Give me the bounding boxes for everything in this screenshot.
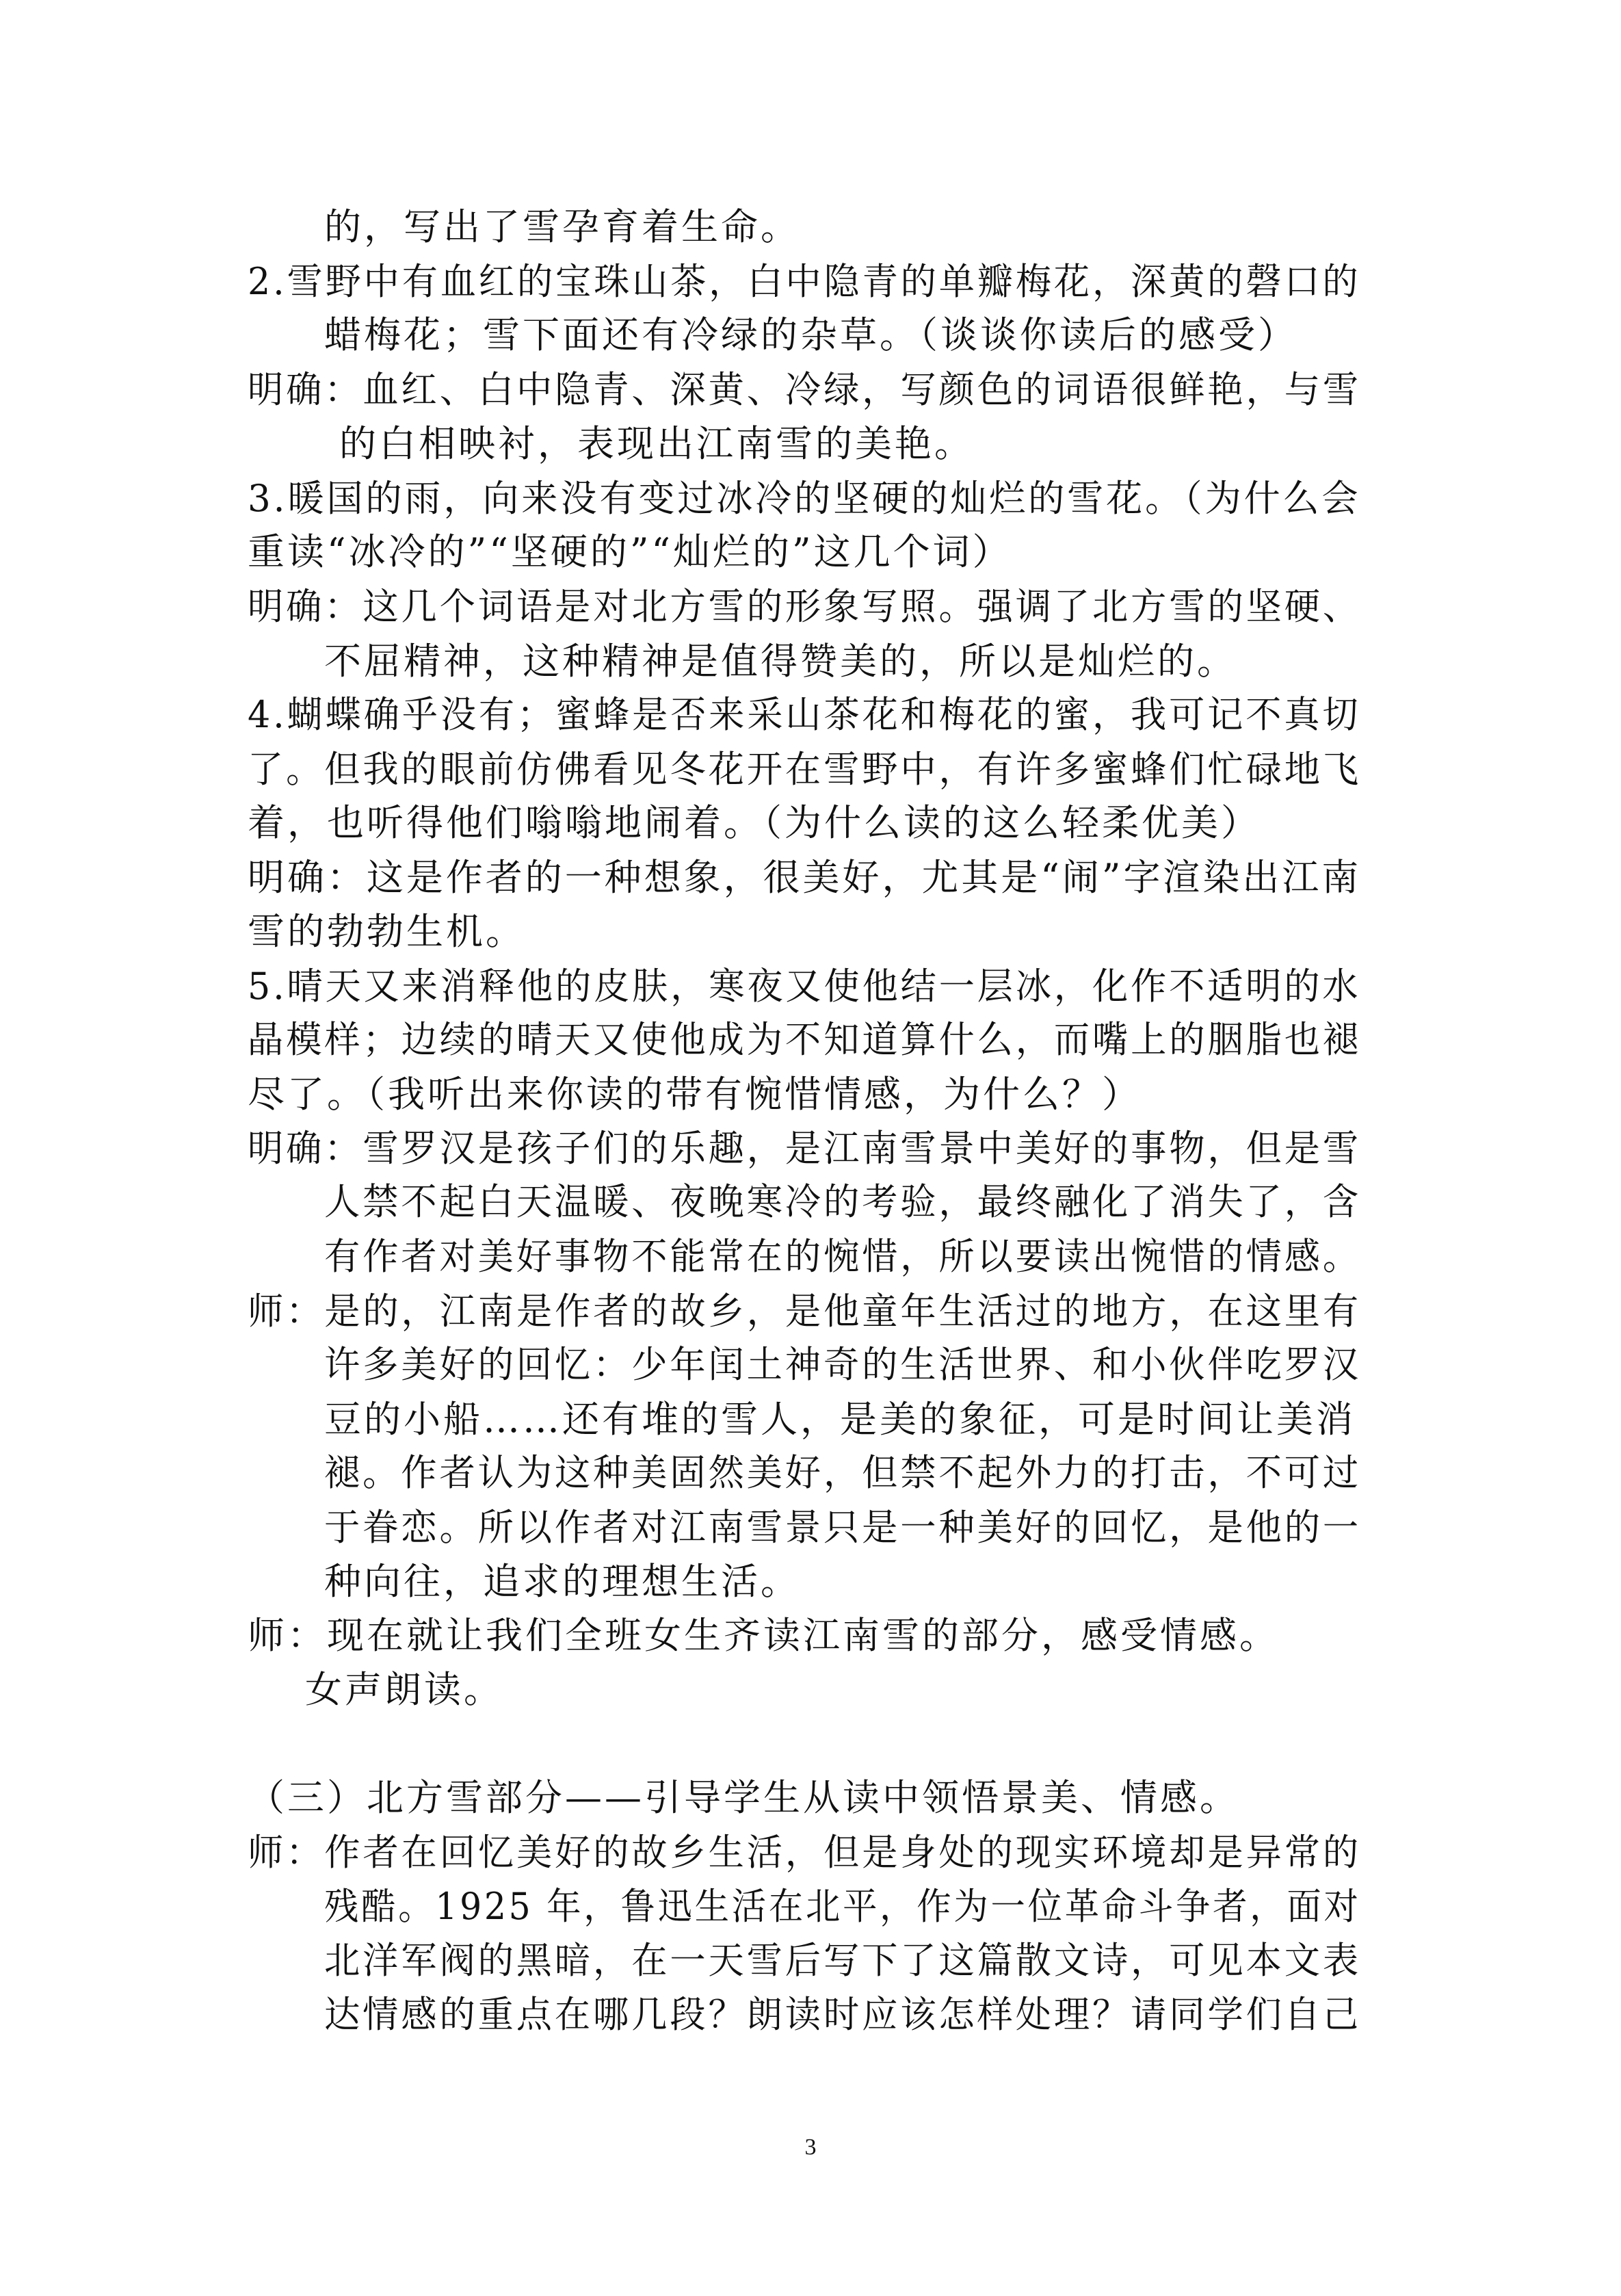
text-line: 4.蝴蝶确乎没有；蜜蜂是否来采山茶花和梅花的蜜，我可记不真切 [248, 693, 1361, 736]
text-line: 豆的小船……还有堆的雪人，是美的象征，可是时间让美消 [324, 1398, 1356, 1441]
text-line: 雪的勃勃生机。 [248, 910, 525, 953]
text-line: 明确：这几个词语是对北方雪的形象写照。强调了北方雪的坚硬、 [248, 585, 1362, 628]
text-line: 了。但我的眼前仿佛看见冬花开在雪野中，有许多蜜蜂们忙碌地飞 [248, 748, 1362, 791]
text-line: 的，写出了雪孕育着生命。 [324, 205, 800, 248]
text-line: 晶模样；边续的晴天又使他成为不知道算什么，而嘴上的胭脂也褪 [248, 1018, 1362, 1061]
text-line: 明确：雪罗汉是孩子们的乐趣，是江南雪景中美好的事物，但是雪 [248, 1127, 1362, 1170]
text-line: 的白相映衬，表现出江南雪的美艳。 [339, 422, 974, 465]
text-line: 不屈精神，这种精神是值得赞美的，所以是灿烂的。 [324, 640, 1237, 683]
section-heading: （三）北方雪部分——引导学生从读中领悟景美、情感。 [248, 1776, 1239, 1819]
text-line: 女声朗读。 [305, 1668, 503, 1711]
text-line: 许多美好的回忆：少年闰土神奇的生活世界、和小伙伴吃罗汉 [324, 1343, 1362, 1386]
text-line: 于眷恋。所以作者对江南雪景只是一种美好的回忆，是他的一 [324, 1506, 1362, 1549]
text-line: 师：现在就让我们全班女生齐读江南雪的部分，感受情感。 [248, 1614, 1279, 1657]
text-line: 尽了。（我听出来你读的带有惋惜情感，为什么？） [248, 1073, 1142, 1116]
text-line: 2.雪野中有血红的宝珠山茶，白中隐青的单瓣梅花，深黄的磬口的 [248, 260, 1361, 303]
text-line: 重读“冰冷的”“坚硬的”“灿烂的”这几个词） [248, 530, 1012, 573]
page-number: 3 [804, 2135, 817, 2160]
text-line: 北洋军阀的黑暗，在一天雪后写下了这篇散文诗，可见本文表 [324, 1939, 1362, 1982]
text-line: 人禁不起白天温暖、夜晚寒冷的考验，最终融化了消失了，含 [324, 1180, 1362, 1223]
text-line: 明确：这是作者的一种想象，很美好，尤其是“闹”字渲染出江南 [248, 856, 1362, 899]
text-line: 褪。作者认为这种美固然美好，但禁不起外力的打击，不可过 [324, 1451, 1362, 1494]
text-line: 5.晴天又来消释他的皮肤，寒夜又使他结一层冰，化作不适明的水 [248, 965, 1361, 1008]
text-line: 有作者对美好事物不能常在的惋惜，所以要读出惋惜的情感。 [324, 1235, 1362, 1278]
text-line: 3.暖国的雨，向来没有变过冰冷的坚硬的灿烂的雪花。（为什么会 [248, 477, 1361, 520]
text-line: 残酷。1925 年，鲁迅生活在北平，作为一位革命斗争者，面对 [324, 1885, 1361, 1928]
text-line: 师：是的，江南是作者的故乡，是他童年生活过的地方，在这里有 [248, 1290, 1362, 1333]
text-line: 着，也听得他们嗡嗡地闹着。（为什么读的这么轻柔优美） [248, 801, 1261, 844]
text-line: 师：作者在回忆美好的故乡生活，但是身处的现实环境却是异常的 [248, 1831, 1362, 1874]
text-line: 蜡梅花；雪下面还有冷绿的杂草。（谈谈你读后的感受） [324, 313, 1297, 356]
text-line: 种向往，追求的理想生活。 [324, 1560, 800, 1603]
text-line: 达情感的重点在哪几段？朗读时应该怎样处理？请同学们自己 [324, 1993, 1362, 2036]
text-line: 明确：血红、白中隐青、深黄、冷绿，写颜色的词语很鲜艳，与雪 [248, 368, 1362, 411]
